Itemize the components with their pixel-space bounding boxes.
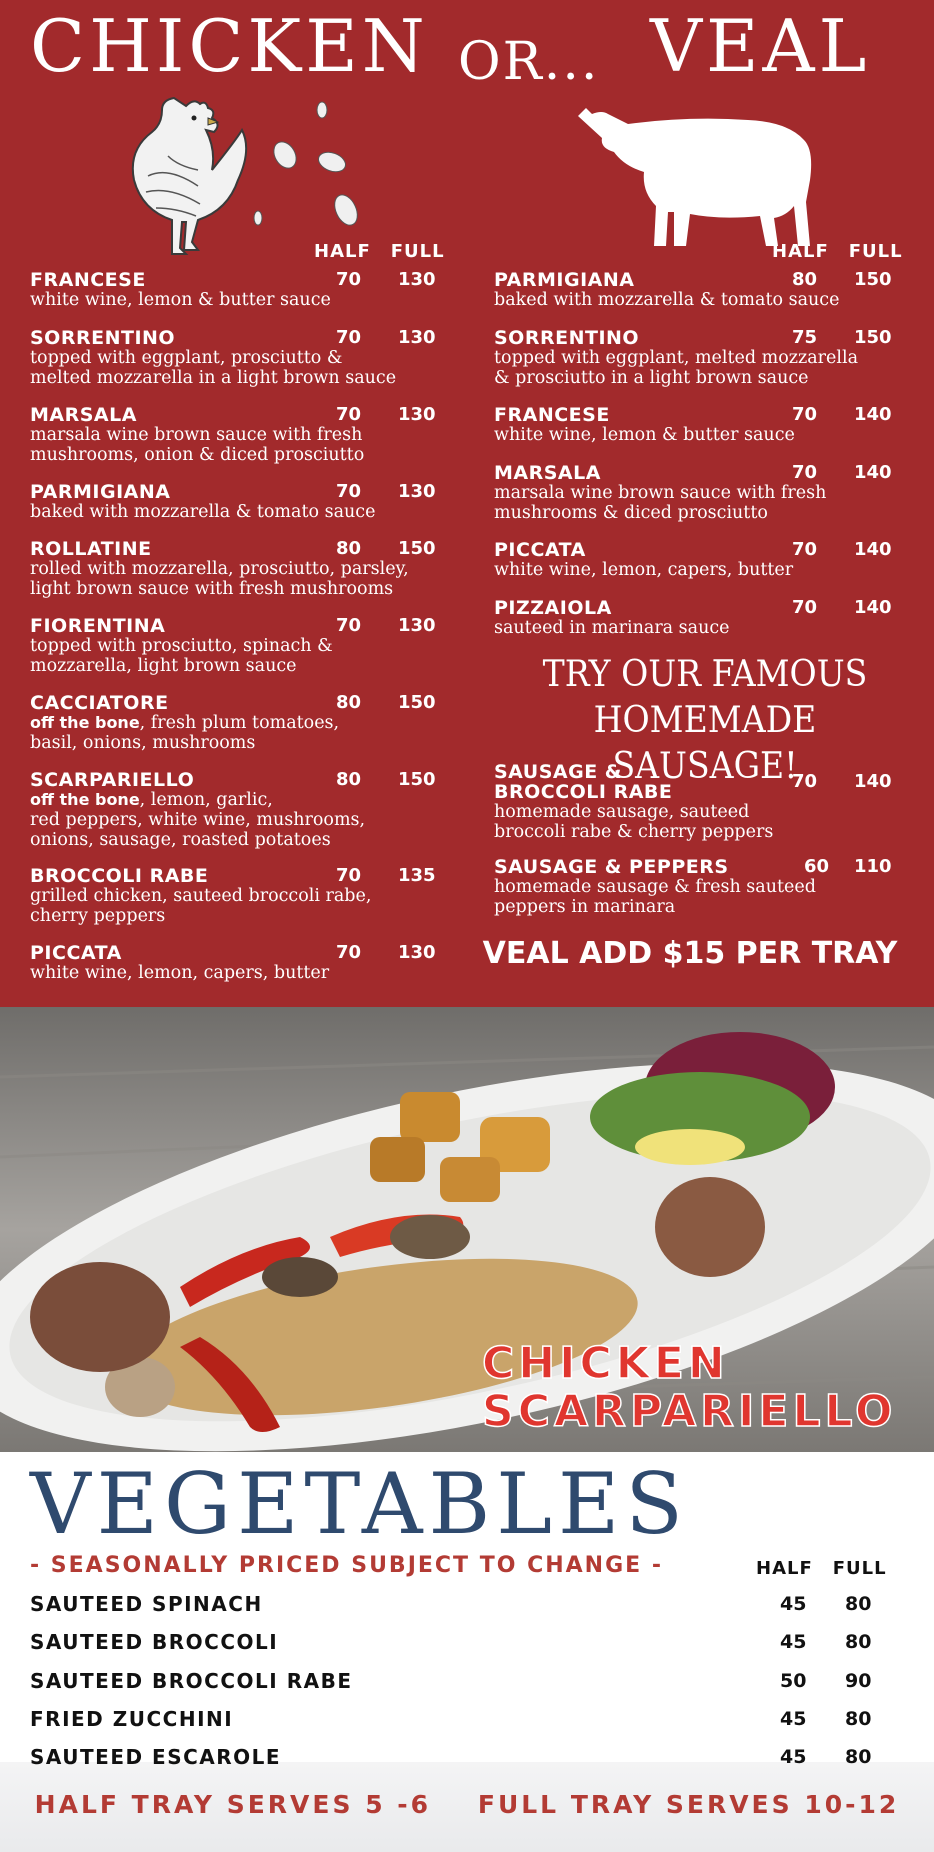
bold-lead: off the bone <box>30 713 140 732</box>
dish-name: PARMIGIANA <box>30 481 171 503</box>
menu-item <box>30 866 450 926</box>
menu-item <box>494 328 914 388</box>
photo-caption <box>482 1340 896 1436</box>
full-price: 140 <box>854 404 892 425</box>
half-price: 70 <box>792 462 818 483</box>
dish-description: onions, sausage, roasted potatoes <box>30 830 331 850</box>
tray-serving-note: HALF TRAY SERVES 5 -6 FULL TRAY SERVES 10-12 <box>34 1790 900 1819</box>
vegetable-item <box>30 1589 910 1619</box>
vegetable-item <box>30 1742 910 1772</box>
chicken-column-headers <box>314 241 445 262</box>
dish-description <box>30 790 450 810</box>
half-price: 50 <box>780 1670 807 1692</box>
menu-item <box>494 540 914 580</box>
dish-description: cherry peppers <box>30 906 166 926</box>
full-price: 150 <box>854 327 892 348</box>
dish-name: FRANCESE <box>494 404 610 426</box>
half-price: 80 <box>336 538 362 559</box>
dish-description: mushrooms, onion & diced prosciutto <box>30 445 365 465</box>
vegetable-name: SAUTEED SPINACH <box>30 1592 263 1616</box>
dish-description: broccoli rabe & cherry peppers <box>494 822 774 842</box>
full-price: 150 <box>854 269 892 290</box>
dish-description: homemade sausage, sauteed <box>494 802 750 822</box>
half-price: 60 <box>804 856 830 877</box>
half-price: 70 <box>792 771 818 792</box>
full-price: 140 <box>854 597 892 618</box>
dish-description <box>30 713 450 733</box>
dish-description: baked with mozzarella & tomato sauce <box>494 290 840 310</box>
dish-name: BROCCOLI RABE <box>30 865 209 887</box>
dish-name: SORRENTINO <box>30 327 176 349</box>
dish-description: homemade sausage & fresh sauteed <box>494 877 816 897</box>
full-header: FULL <box>390 241 445 262</box>
menu-item <box>494 857 914 917</box>
dish-description: melted mozzarella in a light brown sauce <box>30 368 397 388</box>
half-price: 45 <box>780 1746 807 1768</box>
half-price: 70 <box>336 942 362 963</box>
full-price: 80 <box>845 1631 872 1653</box>
full-price: 140 <box>854 462 892 483</box>
menu-item <box>494 270 914 310</box>
half-price: 80 <box>336 692 362 713</box>
menu-item <box>494 598 914 638</box>
half-price: 70 <box>792 404 818 425</box>
vegetable-item <box>30 1627 910 1657</box>
caption-line-1: CHICKEN <box>482 1338 729 1389</box>
vegetable-name: FRIED ZUCCHINI <box>30 1707 234 1731</box>
full-header: FULL <box>848 241 903 262</box>
vegetable-name: SAUTEED BROCCOLI RABE <box>30 1669 353 1693</box>
full-price: 80 <box>845 1746 872 1768</box>
dish-name: SCARPARIELLO <box>30 769 195 791</box>
dish-description: mushrooms & diced prosciutto <box>494 503 768 523</box>
dish-name: ROLLATINE <box>30 538 152 560</box>
full-price: 130 <box>398 481 436 502</box>
promo-line-2: HOMEMADE SAUSAGE! <box>593 700 817 787</box>
dish-description: topped with prosciutto, spinach & <box>30 636 333 656</box>
dish-description: red peppers, white wine, mushrooms, <box>30 810 366 830</box>
header-or: OR... <box>458 32 600 92</box>
half-price: 45 <box>780 1708 807 1730</box>
desc-text: , lemon, garlic, <box>139 790 273 810</box>
half-header: HALF <box>772 241 829 262</box>
half-price: 70 <box>336 481 362 502</box>
menu-item <box>30 270 450 310</box>
herb-leaves-illustration <box>250 100 370 230</box>
menu-item <box>30 539 450 599</box>
dish-description: sauteed in marinara sauce <box>494 618 730 638</box>
vegetable-name: SAUTEED ESCAROLE <box>30 1745 282 1769</box>
full-price: 140 <box>854 539 892 560</box>
header-veal: VEAL <box>650 4 871 88</box>
dish-description: marsala wine brown sauce with fresh <box>494 483 827 503</box>
half-price: 45 <box>780 1631 807 1653</box>
half-price: 80 <box>792 269 818 290</box>
dish-name: PICCATA <box>30 942 122 964</box>
half-price: 70 <box>336 327 362 348</box>
full-price: 150 <box>398 538 436 559</box>
vegetable-name: SAUTEED BROCCOLI <box>30 1630 279 1654</box>
dish-description: white wine, lemon & butter sauce <box>30 290 331 310</box>
half-price: 70 <box>336 865 362 886</box>
dish-name: FRANCESE <box>30 269 146 291</box>
menu-item <box>494 762 914 842</box>
veal-column-headers <box>772 241 903 262</box>
full-price: 80 <box>845 1593 872 1615</box>
dish-name: PICCATA <box>494 539 586 561</box>
vegetables-column-headers <box>756 1558 887 1579</box>
full-price: 90 <box>845 1670 872 1692</box>
half-price: 70 <box>336 615 362 636</box>
full-price: 150 <box>398 692 436 713</box>
half-price: 70 <box>792 539 818 560</box>
full-price: 150 <box>398 769 436 790</box>
dish-description: marsala wine brown sauce with fresh <box>30 425 363 445</box>
dish-name: MARSALA <box>494 462 601 484</box>
menu-item <box>30 482 450 522</box>
calf-silhouette-illustration <box>568 96 818 256</box>
dish-name: SORRENTINO <box>494 327 640 349</box>
dish-description: white wine, lemon, capers, butter <box>30 963 330 983</box>
menu-item <box>30 616 450 676</box>
caption-line-2: SCARPARIELLO <box>482 1386 897 1437</box>
vegetable-item <box>30 1666 910 1696</box>
menu-item <box>30 328 450 388</box>
full-price: 140 <box>854 771 892 792</box>
dish-description: mozzarella, light brown sauce <box>30 656 297 676</box>
hen-illustration <box>108 96 258 266</box>
dish-name: SAUSAGE & PEPPERS <box>494 856 729 878</box>
dish-name: PIZZAIOLA <box>494 597 612 619</box>
dish-description: rolled with mozzarella, prosciutto, parsley, <box>30 559 409 579</box>
dish-name: MARSALA <box>30 404 137 426</box>
half-price: 75 <box>792 327 818 348</box>
half-price: 70 <box>792 597 818 618</box>
menu-item <box>494 405 914 445</box>
dish-description: topped with eggplant, prosciutto & <box>30 348 343 368</box>
desc-text: , fresh plum tomatoes, <box>139 713 340 733</box>
vegetables-subtitle: - SEASONALLY PRICED SUBJECT TO CHANGE - <box>30 1553 663 1578</box>
dish-description: white wine, lemon & butter sauce <box>494 425 795 445</box>
promo-line-1: TRY OUR FAMOUS <box>542 654 868 695</box>
half-price: 45 <box>780 1593 807 1615</box>
full-price: 130 <box>398 269 436 290</box>
half-price: 80 <box>336 769 362 790</box>
half-price: 70 <box>336 404 362 425</box>
dish-description: peppers in marinara <box>494 897 676 917</box>
dish-description: baked with mozzarella & tomato sauce <box>30 502 376 522</box>
full-price: 110 <box>854 856 892 877</box>
dish-description: light brown sauce with fresh mushrooms <box>30 579 394 599</box>
dish-name: PARMIGIANA <box>494 269 635 291</box>
full-price: 130 <box>398 327 436 348</box>
vegetable-item <box>30 1704 910 1734</box>
veal-add-note: VEAL ADD $15 PER TRAY <box>482 936 898 971</box>
vegetables-title: VEGETABLES <box>30 1455 689 1553</box>
half-header: HALF <box>314 241 371 262</box>
header-chicken: CHICKEN <box>30 4 429 88</box>
full-price: 135 <box>398 865 436 886</box>
menu-item <box>30 693 450 753</box>
dish-description: white wine, lemon, capers, butter <box>494 560 794 580</box>
half-header: HALF <box>756 1558 813 1579</box>
dish-description: basil, onions, mushrooms <box>30 733 256 753</box>
bold-lead: off the bone <box>30 790 140 809</box>
dish-description: & prosciutto in a light brown sauce <box>494 368 809 388</box>
menu-item <box>30 943 450 983</box>
dish-description: topped with eggplant, melted mozzarella <box>494 348 859 368</box>
menu-item <box>494 463 914 523</box>
full-price: 130 <box>398 615 436 636</box>
half-price: 70 <box>336 269 362 290</box>
dish-name: BROCCOLI RABE <box>494 781 673 803</box>
dish-name: CACCIATORE <box>30 692 169 714</box>
full-header: FULL <box>832 1558 887 1579</box>
menu-item <box>30 770 450 850</box>
full-price: 130 <box>398 942 436 963</box>
menu-item <box>30 405 450 465</box>
full-price: 80 <box>845 1708 872 1730</box>
dish-name: SAUSAGE & <box>494 761 622 783</box>
full-price: 130 <box>398 404 436 425</box>
dish-name: FIORENTINA <box>30 615 166 637</box>
dish-description: grilled chicken, sauteed broccoli rabe, <box>30 886 372 906</box>
